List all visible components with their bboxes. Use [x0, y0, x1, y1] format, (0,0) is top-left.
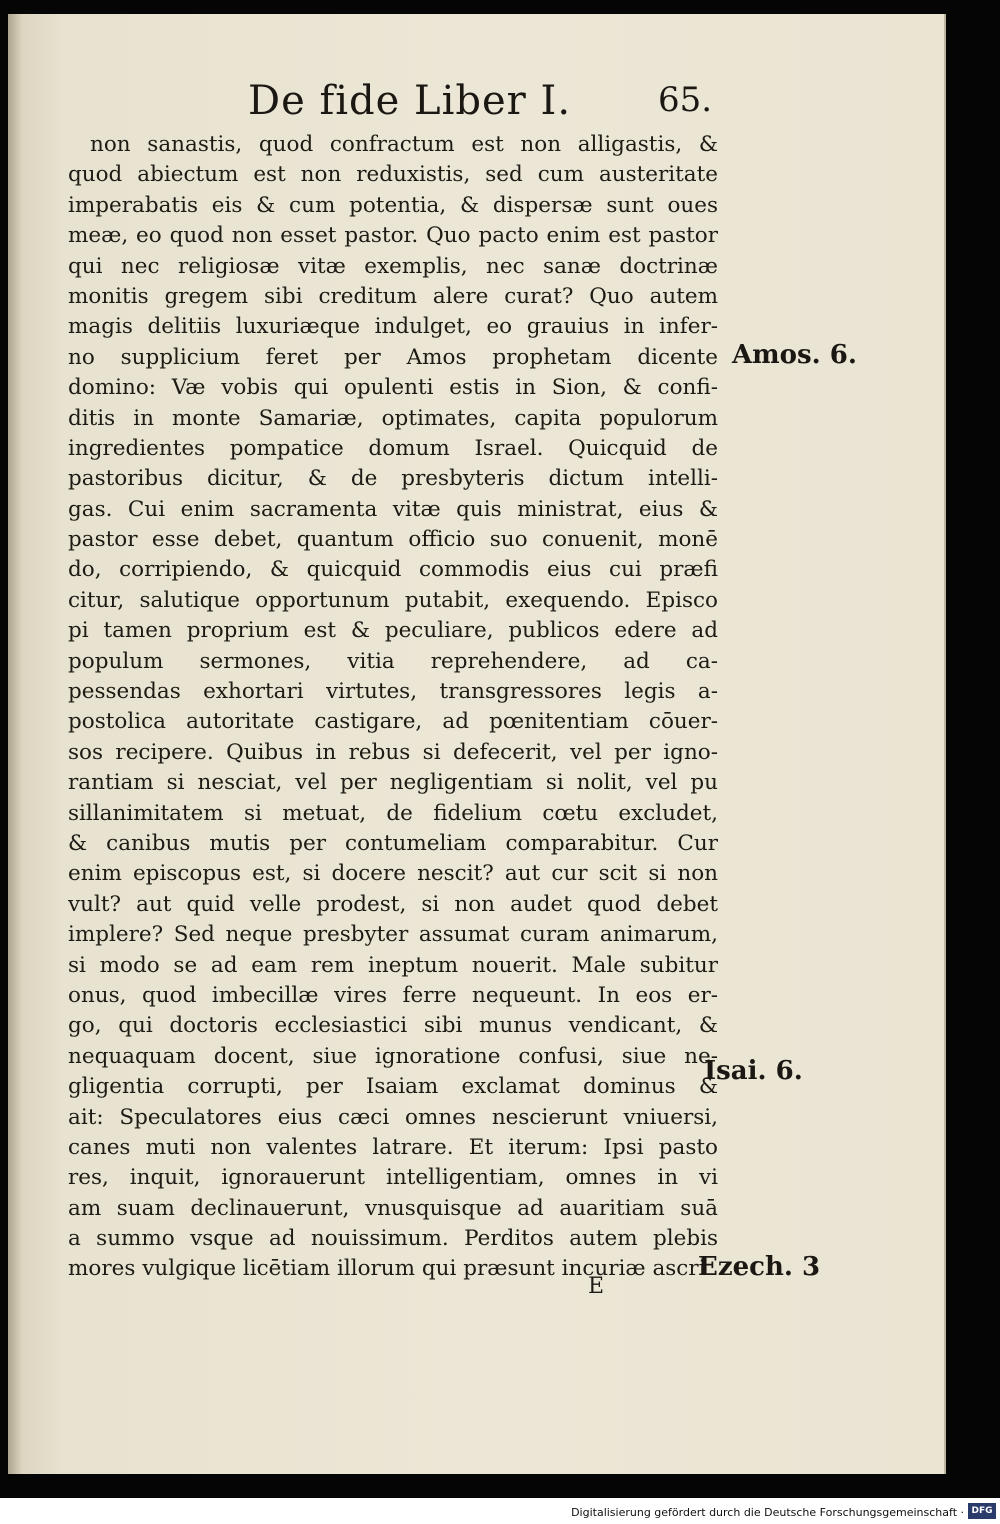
text-line: monitis gregem sibi creditum alere curat? Quo autem: [68, 283, 718, 309]
signature-mark: E: [588, 1274, 605, 1299]
page-number: 65.: [658, 80, 713, 120]
text-line: nequaquam docent, siue ignoratione confusi, siue ne-: [68, 1043, 718, 1069]
text-line: populum sermones, vitia reprehendere, ad ca-: [68, 648, 718, 674]
text-line: a summo vsque ad nouissimum. Perditos autem plebis: [68, 1226, 718, 1252]
text-line: si modo se ad eam rem ineptum nouerit. Male subitur: [68, 952, 718, 978]
margin-note-isai: Isai. 6.: [704, 1056, 803, 1086]
text-line: do, corripiendo, & quicquid commodis eius cui præfi: [68, 557, 718, 583]
text-line: ait: Speculatores eius cæci omnes nescierunt vniuersi,: [68, 1104, 718, 1130]
text-line: quod abiectum est non reduxistis, sed cum austeritate: [68, 162, 718, 188]
text-line: onus, quod imbecillæ vires ferre nequeunt. In eos er-: [68, 982, 718, 1008]
text-line: vult? aut quid velle prodest, si non audet quod debet: [68, 891, 718, 917]
text-line: sos recipere. Quibus in rebus si defecerit, vel per igno-: [68, 739, 718, 765]
text-line: & canibus mutis per contumeliam comparabitur. Cur: [68, 830, 718, 856]
text-line: enim episcopus est, si docere nescit? aut cur scit si non: [68, 861, 718, 887]
text-line: meæ, eo quod non esset pastor. Quo pacto enim est pastor: [68, 223, 718, 249]
text-line: canes muti non valentes latrare. Et iterum: Ipsi pasto: [68, 1134, 718, 1160]
text-line: citur, salutique opportunum putabit, exequendo. Episco: [68, 587, 718, 613]
text-line: sillanimitatem si metuat, de fidelium cœtu excludet,: [68, 800, 718, 826]
dfg-logo: DFG: [968, 1503, 996, 1519]
text-line: gligentia corrupti, per Isaiam exclamat dominus &: [68, 1074, 718, 1100]
text-line: implere? Sed neque presbyter assumat curam animarum,: [68, 922, 718, 948]
text-line: no supplicium feret per Amos prophetam dicente: [68, 344, 718, 370]
text-line: am suam declinauerunt, vnusquisque ad auaritiam suā: [68, 1195, 718, 1221]
gutter-shadow: [8, 14, 22, 1474]
text-line: go, qui doctoris ecclesiastici sibi munus vendicant, &: [68, 1013, 718, 1039]
text-line: pastoribus dicitur, & de presbyteris dictum intelli-: [68, 466, 718, 492]
text-line: magis delitiis luxuriæque indulget, eo grauius in infer-: [68, 314, 718, 340]
running-head: De fide Liber I.: [248, 78, 572, 124]
text-line: rantiam si nesciat, vel per negligentiam si nolit, vel pu: [68, 770, 718, 796]
text-line: pi tamen proprium est & peculiare, publicos edere ad: [68, 618, 718, 644]
text-line: domino: Væ vobis qui opulenti estis in Sion, & confi-: [68, 375, 718, 401]
text-line: ditis in monte Samariæ, optimates, capita populorum: [68, 405, 718, 431]
text-line: ingredientes pompatice domum Israel. Quicquid de: [68, 435, 718, 461]
margin-note-amos: Amos. 6.: [732, 340, 857, 370]
margin-note-ezech: Ezech. 3: [698, 1252, 821, 1282]
text-line: pessendas exhortari virtutes, transgressores legis a-: [68, 679, 718, 705]
text-line: postolica autoritate castigare, ad pœnitentiam cōuer-: [68, 709, 718, 735]
text-line: pastor esse debet, quantum officio suo conuenit, monē: [68, 527, 718, 553]
text-line: res, inquit, ignorauerunt intelligentiam, omnes in vi: [68, 1165, 718, 1191]
text-line: qui nec religiosæ vitæ exemplis, nec sanæ doctrinæ: [68, 253, 718, 279]
text-line: non sanastis, quod confractum est non alligastis, &: [90, 132, 718, 157]
text-line: gas. Cui enim sacramenta vitæ quis ministrat, eius &: [68, 496, 718, 522]
text-line: imperabatis eis & cum potentia, & dispersæ sunt oues: [68, 192, 718, 218]
text-line: mores vulgique licētiam illorum qui præsunt incuriæ ascri: [68, 1256, 706, 1282]
body-text: [68, 130, 718, 1285]
funding-credit: Digitalisierung gefördert durch die Deutsche Forschungsgemeinschaft ·: [571, 1506, 964, 1519]
